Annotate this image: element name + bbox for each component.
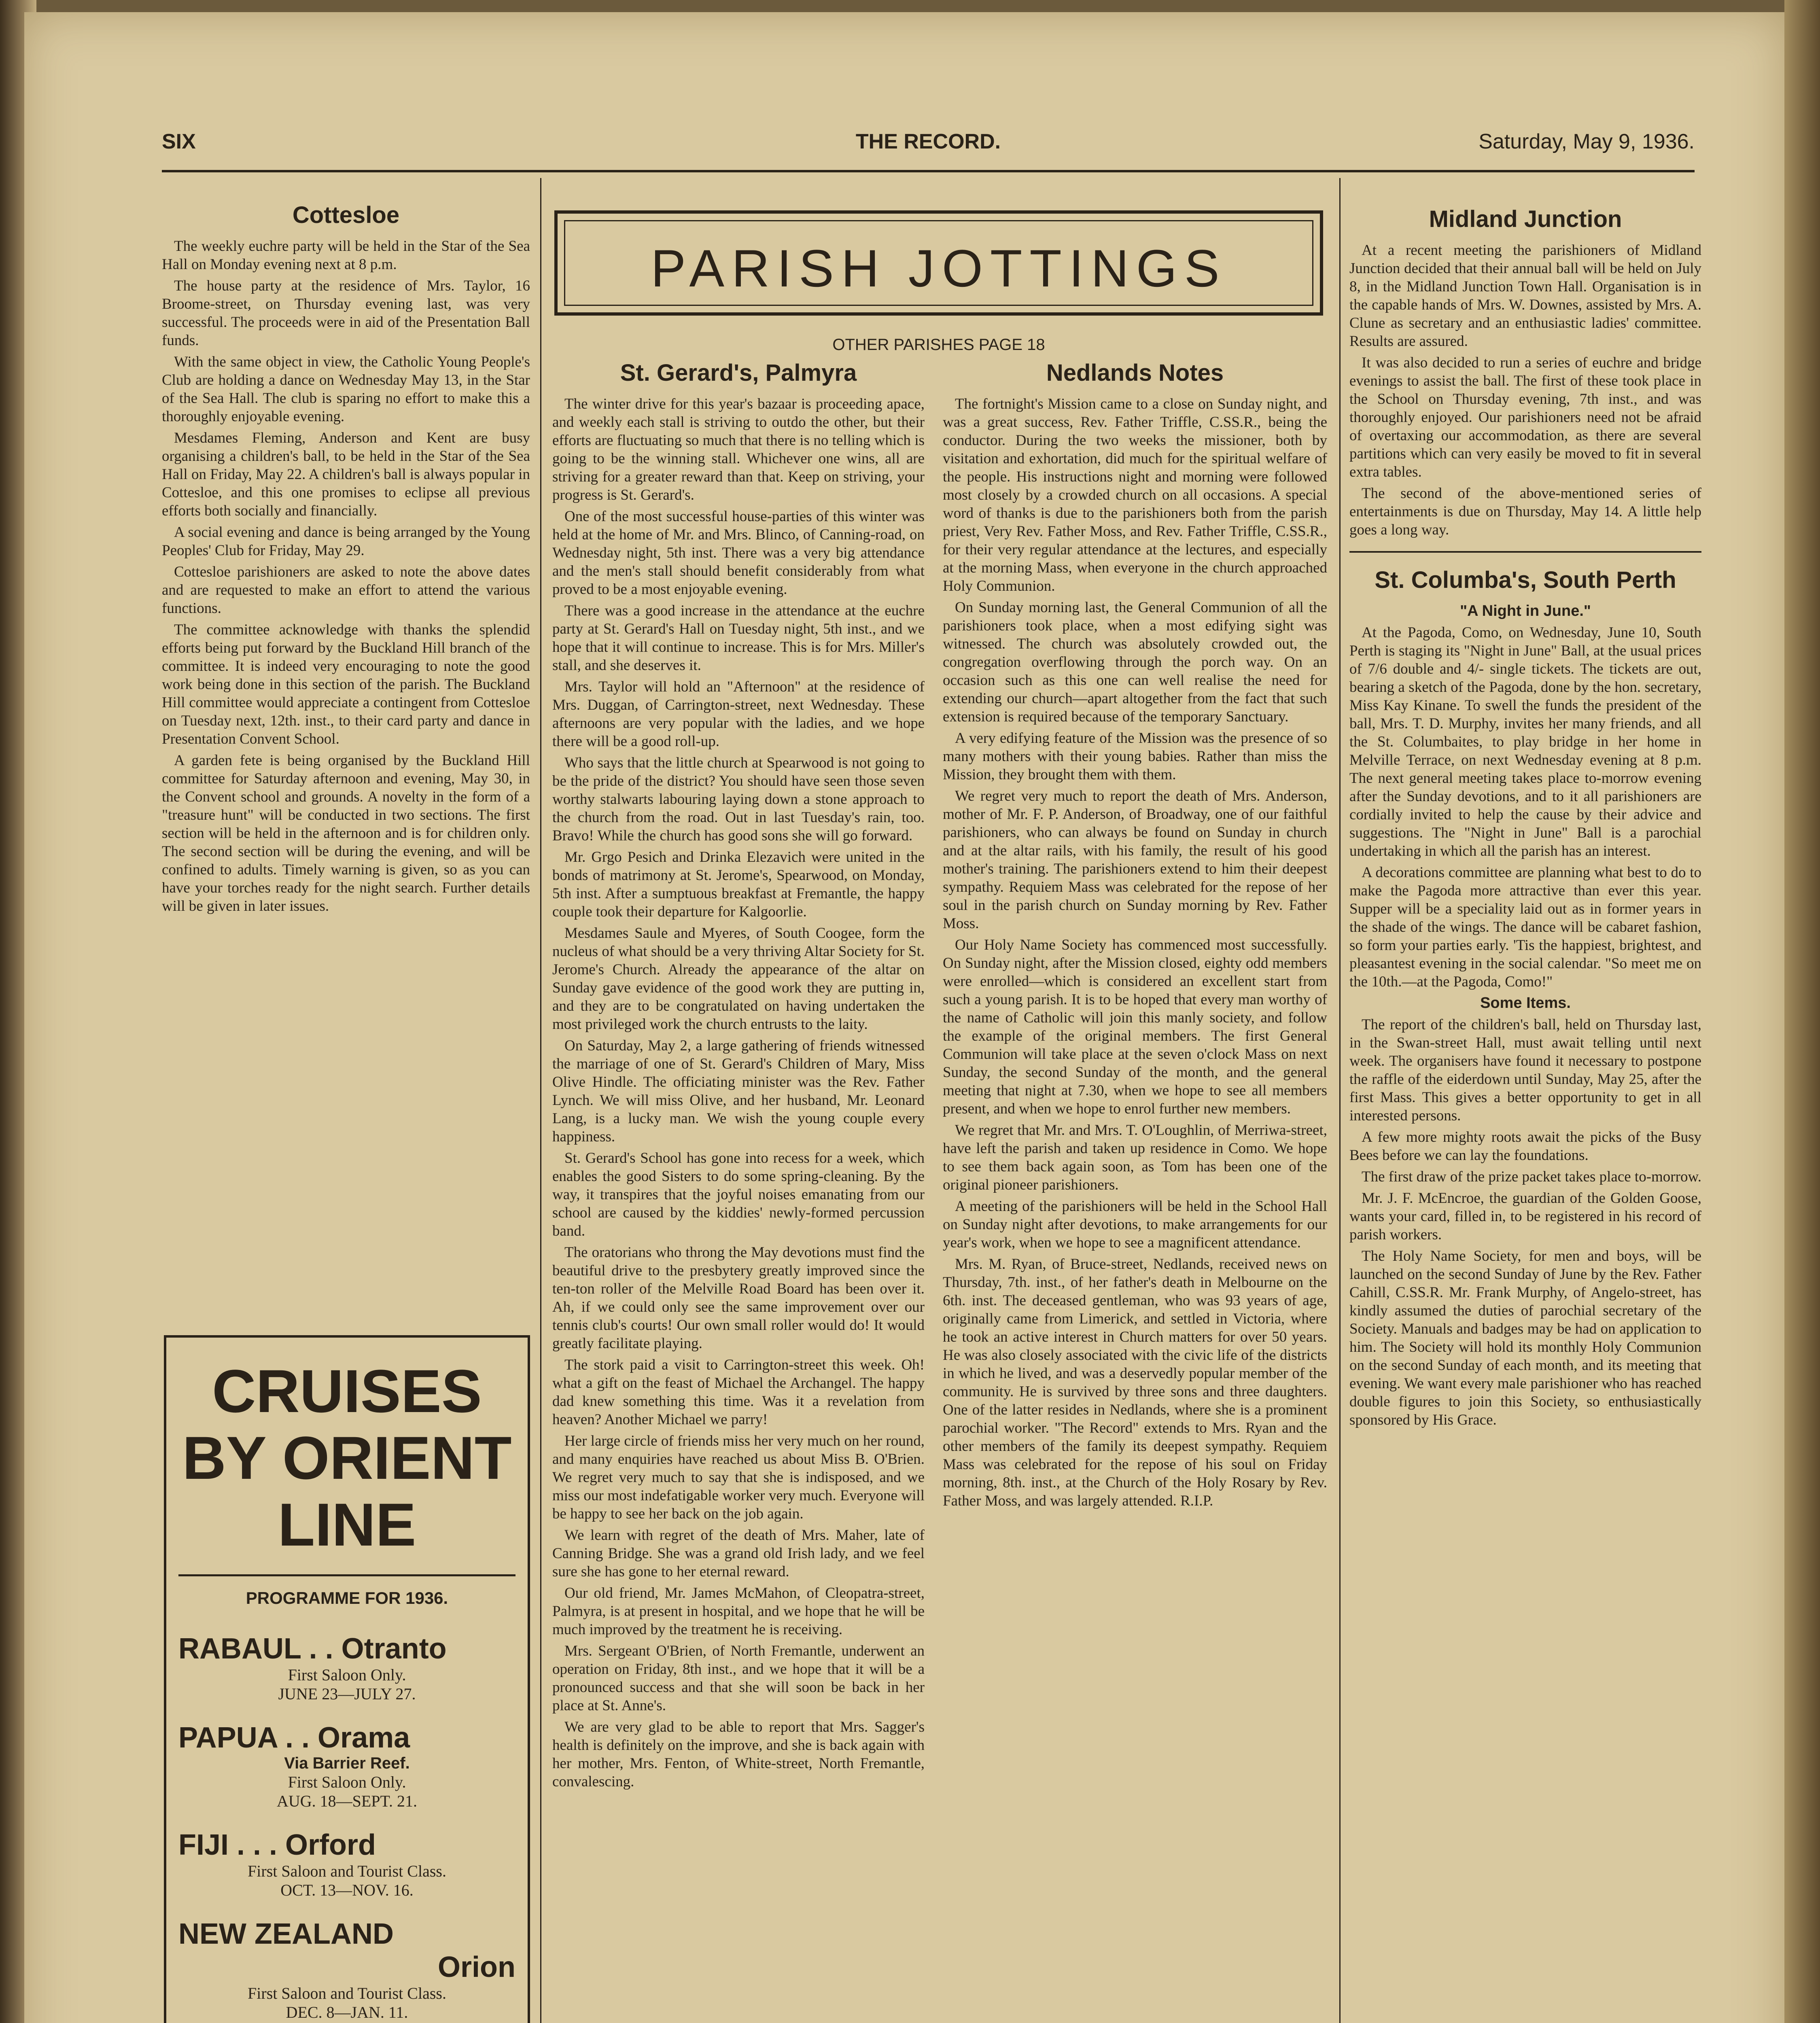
page-edge [1784, 0, 1820, 2023]
cottesloe-title: Cottesloe [292, 202, 400, 228]
st-gerards-title: St. Gerard's, Palmyra [620, 360, 857, 386]
orient-ad-title: CRUISES BY ORIENT LINE [182, 1357, 512, 1559]
nedlands-paragraph: A very edifying feature of the Mission was the presence of so many mothers with their young babies. Rather than miss the Mission, they brought them with them. [943, 730, 1327, 783]
midland-title: Midland Junction [1429, 206, 1622, 232]
columba-paragraph: The first draw of the prize packet takes place to-morrow. [1362, 1168, 1702, 1185]
nedlands-paragraph: A meeting of the parishioners will be held in the School Hall on Sunday night after devotions, to make arrangements for our year's work, when we hope to see a magnificent attendance. [943, 1198, 1327, 1251]
gerard-paragraph: We learn with regret of the death of Mrs. Maher, late of Canning Bridge. She was a grand old Irish lady, and we feel sure she has gone to her eternal reward. [552, 1527, 925, 1580]
gerard-paragraph: The stork paid a visit to Carrington-street this week. Oh! what a gift on the feast of Michael the Archangel. The happy dad knew something this time. Was it a revelation from heaven? Another Michael we parry! [552, 1357, 925, 1428]
right-column [1349, 206, 1701, 2023]
issue-date: Saturday, May 9, 1936. [1478, 130, 1695, 153]
nedlands-paragraph: Mrs. M. Ryan, of Bruce-street, Nedlands, received news on Thursday, 7th. inst., of her father's death in Melbourne on the 6th. inst. The deceased gentleman, who was 93 years of age, originally came from Limerick, and settled in Victoria, where he took an active interest in Church matters for over 50 years. He was also closely associated with the civic life of the districts in which he lived, and was a deservedly popular member of the community. He is survived by three sons and three daughters. One of the latter resides in Nedlands, where she is a prominent parochial worker. "The Record" extends to Mrs. Ryan and the other members of the family its deepest sympathy. Requiem Mass was celebrated for the repose of his soul on Friday morning, 8th. inst., at the Church of the Holy Rosary by Rev. Father Moss, and was largely attended. R.I.P. [943, 1256, 1327, 1509]
cottesloe-section [162, 202, 530, 1295]
paper-name: THE RECORD. [855, 130, 1001, 153]
cruise-item: NEW ZEALAND Orion First Saloon and Tourist Class. DEC. 8—JAN. 11. [178, 1918, 515, 2021]
columba-title: St. Columba's, South Perth [1375, 567, 1676, 593]
columba-paragraph: At the Pagoda, Como, on Wednesday, June 10, South Perth is staging its "Night in June" Ball, at the usual prices of 7/6 double and 4/- single tickets. The tickets are out, bearing a sketch of the Pagoda, done by the hon. secretary, Miss Kay Kinane. To swell the funds the president of the ball, Mrs. T. D. Murphy, invites her many friends, and all the St. Columbaites, to play bridge in her home in Melville Terrace, on next Wednesday evening at 8 p.m. The next general meeting takes place to-morrow evening after the Sunday devotions, and to it all parishioners are cordially invited to help the cause by their advice and suggestions. The "Night in June" Ball is a parochial undertaking in which all the parish has an interest. [1349, 624, 1701, 859]
gerard-paragraph: The oratorians who throng the May devotions must find the beautiful drive to the presbytery greatly improved since the ten-ton roller of the Melville Road Board has been over it. Ah, if we could only see the same improvement over our tennis club's courts! Our own small roller would do! It would greatly facilitate playing. [552, 1244, 925, 1352]
gerard-paragraph: On Saturday, May 2, a large gathering of friends witnessed the marriage of one of St. Gerard's Children of Mary, Miss Olive Hindle. The officiating minister was the Rev. Father Lynch. We will miss Olive, and her husband, Mr. Leonard Lang, is a lucky man. We wish the young couple every happiness. [552, 1037, 925, 1145]
parish-jottings-title: PARISH JOTTINGS [651, 239, 1227, 298]
columba-paragraph: A decorations committee are planning what best to do to make the Pagoda more attractive than ever this year. Supper will be a speciality laid out as in former years in the shade of the wings. The dance will be cabaret fashion, so form your parties early. 'Tis the happiest, brightest, and pleasantest evening in the social calendar. "So meet me on the 10th.—at the Pagoda, Como!" [1349, 864, 1701, 990]
gerard-paragraph: One of the most successful house-parties of this winter was held at the home of Mr. and Mrs. Blinco, of Canning-road, on Wednesday night, 5th inst. There was a very big attendance and the men's stall should benefit considerably from what proved to be a most enjoyable evening. [552, 508, 925, 598]
gerard-paragraph: Mrs. Sergeant O'Brien, of North Fremantle, underwent an operation on Friday, 8th inst., and we hope that it will be a pronounced success and that she will soon be back in her place at St. Anne's. [552, 1643, 925, 1714]
gerard-paragraph: St. Gerard's School has gone into recess for a week, which enables the good Sisters to do some spring-cleaning. By the way, it transpires that the joyful noises emanating from our school are caused by the kiddies' newly-formed percussion band. [552, 1150, 925, 1239]
gerard-paragraph: Mr. Grgo Pesich and Drinka Elezavich were united in the bonds of matrimony at St. Jerome's, Spearwood, on Monday, 5th inst. After a sumptuous breakfast at Fremantle, the happy couple took their departure for Kalgoorlie. [552, 849, 925, 920]
cottesloe-paragraph: The weekly euchre party will be held in the Star of the Sea Hall on Monday evening next at 8 p.m. [162, 238, 530, 273]
cruise-item: FIJI . . . Orford First Saloon and Tourist Class. OCT. 13—NOV. 16. [178, 1829, 446, 1899]
nedlands-paragraph: The fortnight's Mission came to a close on Sunday night, and was a great success, Rev. Father Triffle, C.SS.R., being the conductor. During the two weeks the missioner, both by visitation and exhortation, did much for the spiritual welfare of the people. His instructions night and morning were followed most closely by a crowded church on all occasions. A special word of thanks is due to the parishioners both from the parish priest, Very Rev. Father Moss, and Rev. Father Triffle, C.SS.R., for their very regular attendance at the lectures, and especially at the morning Mass, when everyone in the church approached Holy Communion. [943, 396, 1327, 594]
orient-line-ad [164, 1335, 530, 2023]
nedlands-paragraph: Our Holy Name Society has commenced most successfully. On Sunday night, after the Mission closed, eighty odd members were enrolled—which is considered an excellent start from such a young parish. It is to be hoped that every man worthy of the name of Catholic will join this manly society, and follow the example of the original members. The first General Communion will take place at the seven o'clock Mass on next Sunday, the second Sunday of the month, and the general meeting that night at 7.30, when we hope to see all members present, and when we hope to enrol further new members. [943, 937, 1327, 1117]
st-gerards-section [552, 360, 925, 2023]
page-header [162, 121, 1695, 166]
cruise-item: PAPUA . . Orama Via Barrier Reef. First Saloon Only. AUG. 18—SEPT. 21. [178, 1722, 418, 1810]
columba-subhead-2: Some Items. [1480, 995, 1571, 1012]
cottesloe-paragraph: The committee acknowledge with thanks the splendid efforts being put forward by the Buckland Hill branch of the committee. It is indeed very encouraging to note the good work being done in this section of the parish. The Buckland Hill committee would appreciate a contingent from Cottesloe on Tuesday next, 12th. inst., to their card party and dance in Presentation Convent School. [162, 621, 530, 747]
cottesloe-paragraph: A garden fete is being organised by the Buckland Hill committee for Saturday afternoon and evening, May 30, in the Convent school and grounds. A novelty in the form of a "treasure hunt" will be conducted in two sections. The first section will be held in the afternoon and is for children only. The second section will be during the evening, and will be confined to adults. Timely warning is given, so as you can have your torches ready for the night search. Further details will be given in later issues. [162, 752, 530, 914]
cottesloe-paragraph: The house party at the residence of Mrs. Taylor, 16 Broome-street, on Thursday evening last, was very successful. The proceeds were in aid of the Presentation Ball funds. [162, 278, 530, 349]
parish-jottings-banner [554, 210, 1323, 316]
nedlands-section [943, 360, 1327, 2023]
midland-paragraph: The second of the above-mentioned series of entertainments is due on Thursday, May 14. A little help goes a long way. [1349, 485, 1701, 538]
column-rule-1 [540, 178, 541, 2023]
gerard-paragraph: Our old friend, Mr. James McMahon, of Cleopatra-street, Palmyra, is at present in hospital, and we hope that he will be much improved by the treatment he is receiving. [552, 1585, 925, 1638]
columba-paragraph: The Holy Name Society, for men and boys, will be launched on the second Sunday of June by the Rev. Father Cahill, C.SS.R. Mr. Frank Murphy, of Angelo-street, has kindly assumed the duties of parochial secretary of the Society. Manuals and badges may be had on application to him. The Society will hold its monthly Holy Communion on the second Sunday of each month, and its meeting that evening. We want every male parishioner who has reached double figures to join this Society, so enthusiastically sponsored by His Grace. [1349, 1248, 1701, 1428]
gerard-paragraph: Mrs. Taylor will hold an "Afternoon" at the residence of Mrs. Duggan, of Carrington-street, next Wednesday. These afternoons are very popular with the ladies, and we hope there will be a good roll-up. [552, 679, 925, 750]
gerard-paragraph: We are very glad to be able to report that Mrs. Sagger's health is definitely on the improve, and she is back again with her mother, Mrs. Fenton, of White-street, North Fremantle, convalescing. [552, 1719, 925, 1790]
midland-paragraph: It was also decided to run a series of euchre and bridge evenings to assist the ball. The first of these took place in the School on Thursday evening, 7th inst., and was thoroughly enjoyed. Our parishioners need not be afraid of overtaxing our accommodation, as there are several partitions which can very easily be moved to fit in several extra tables. [1349, 354, 1701, 480]
gerard-paragraph: Who says that the little church at Spearwood is not going to be the pride of the district? You should have seen those seven worthy stalwarts labouring laying down a stone approach to the church from the road. Out in last Tuesday's rain, too. Bravo! While the church has good sons she will go forward. [552, 755, 925, 844]
columba-paragraph: The report of the children's ball, held on Thursday last, in the Swan-street Hall, must await telling until next week. The organisers have found it necessary to postpone the raffle of the eiderdown until Sunday, May 25, after the first Mass. This gives a better opportunity to get in all interested persons. [1349, 1016, 1701, 1124]
gerard-paragraph: Mesdames Saule and Myeres, of South Coogee, form the nucleus of what should be a very thriving Altar Society for St. Jerome's Church. Already the appearance of the altar on Sunday gave evidence of the good work they are putting in, and they are to be congratulated on having undertaken the most privileged work the church entrusts to the laity. [552, 925, 925, 1033]
columba-paragraph: Mr. J. F. McEncroe, the guardian of the Golden Goose, wants your card, filled in, to be registered in his record of parish workers. [1349, 1190, 1701, 1243]
gerard-paragraph: There was a good increase in the attendance at the euchre party at St. Gerard's Hall on Tuesday night, 5th inst., and we hope that it will continue to increase. This is for Mrs. Miller's stall, and she deserves it. [552, 602, 925, 674]
cottesloe-paragraph: With the same object in view, the Catholic Young People's Club are holding a dance on Wednesday May 13, in the Star of the Sea Hall. The club is sparing no effort to make this a thoroughly enjoyable evening. [162, 354, 530, 425]
header-rule [162, 170, 1695, 172]
midland-paragraph: At a recent meeting the parishioners of Midland Junction decided that their annual ball will be held on July 8, in the Midland Junction Town Hall. Organisation is in the capable hands of Mrs. W. Downes, assisted by Mrs. A. Clune as secretary and an enthusiastic ladies' committee. Results are assured. [1349, 242, 1701, 350]
cottesloe-paragraph: Cottesloe parishioners are asked to note the above dates and are requested to make an effort to attend the various functions. [162, 564, 530, 617]
column-rule-2 [1339, 178, 1341, 2023]
columba-paragraph: A few more mighty roots await the picks of the Busy Bees before we can lay the foundations. [1349, 1129, 1701, 1164]
other-parishes-note: OTHER PARISHES PAGE 18 [832, 336, 1045, 354]
nedlands-title: Nedlands Notes [1046, 360, 1224, 386]
cottesloe-paragraph: Mesdames Fleming, Anderson and Kent are busy organising a children's ball, to be held in the Star of the Sea Hall on Friday, May 22. A children's ball is always popular in Cottesloe, and this one promises to eclipse all previous efforts both socially and financially. [162, 430, 530, 519]
cottesloe-paragraph: A social evening and dance is being arranged by the Young Peoples' Club for Friday, May 29. [162, 524, 530, 559]
nedlands-paragraph: We regret that Mr. and Mrs. T. O'Loughlin, of Merriwa-street, have left the parish and taken up residence in Como. We hope to see them back again soon, as Tom has been one of the original pioneer parishioners. [943, 1122, 1327, 1193]
nedlands-paragraph: We regret very much to report the death of Mrs. Anderson, mother of Mr. F. P. Anderson, of Broadway, one of our faithful parishioners, who can always be found on Sunday in church and at the altar rails, with his family, the result of his good mother's training. The parishioners extend to him their deepest sympathy. Requiem Mass was celebrated for the repose of her soul in the parish church on Sunday morning by Rev. Father Moss. [943, 788, 1327, 932]
cruise-item: RABAUL . . Otranto First Saloon Only. JUNE 23—JULY 27. [178, 1633, 447, 1703]
orient-programme: PROGRAMME FOR 1936. [246, 1588, 448, 1607]
page-number: SIX [162, 130, 196, 153]
gerard-paragraph: Her large circle of friends miss her very much on her round, and many enquiries have reached us about Miss B. O'Brien. We regret very much to say that she is indisposed, and we miss our most indefatigable worker very much. Everyone will be happy to see her back on the job again. [552, 1433, 925, 1522]
columba-subhead: "A Night in June." [1460, 602, 1591, 619]
gerard-paragraph: The winter drive for this year's bazaar is proceeding apace, and weekly each stall is striving to outdo the other, but their efforts are fluctuating so much that there is no telling which is going to be the winning stall. Whichever one wins, all are striving for a greater reward than that. Keep on striving, your progress is St. Gerard's. [552, 396, 925, 503]
nedlands-paragraph: On Sunday morning last, the General Communion of all the parishioners took place, when a most edifying sight was witnessed. The church was absolutely crowded out, the congregation overflowing through the porch way. On an occasion such as this one can well realise the need for extending our church—apart altogether from the fact that such extension is required because of the temporary Sanctuary. [943, 599, 1327, 725]
